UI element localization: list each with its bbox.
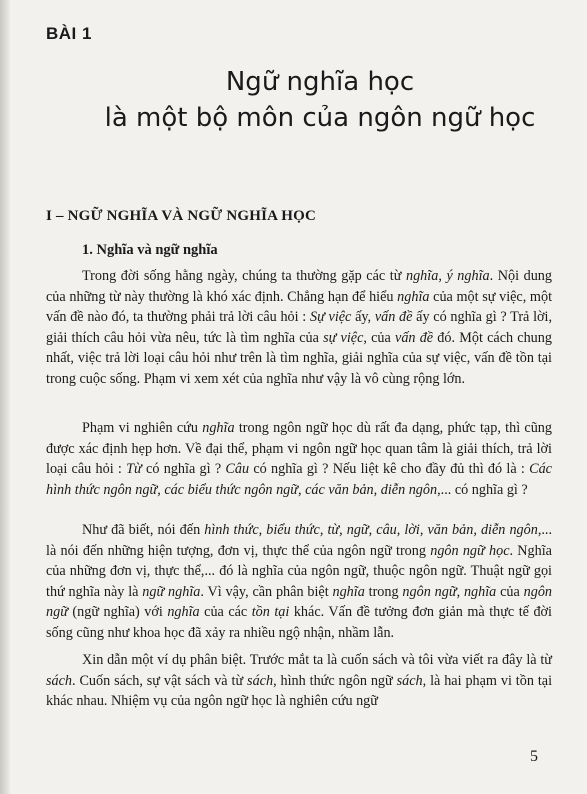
chapter-title (70, 64, 570, 136)
chapter-title-line-1: Ngữ nghĩa học (225, 67, 415, 97)
paragraph-2 (46, 418, 552, 500)
chapter-title-line-2: là một bộ môn của ngôn ngữ học (104, 103, 536, 133)
section-heading: I – NGỮ NGHĨA VÀ NGỮ NGHĨA HỌC (46, 208, 317, 224)
book-spine-shadow (0, 0, 10, 794)
paragraph-3-text: Như đã biết, nói đến hình thức, biểu thức, từ, ngữ, câu, lời, văn bản, diễn ngôn,... là nói đến những hiện tượng, đơn vị, thực thể của ngôn ngữ trong ngôn ngữ học. Nghĩa của những đơn vị, thực thể,... đó là nghĩa của ngôn ngữ, thuộc ngôn ngữ. Thuật ngữ gọi thứ nghĩa này là ngữ nghĩa. Vì vậy, cần phân biệt nghĩa trong ngôn ngữ, nghĩa của ngôn ngữ (ngữ nghĩa) với nghĩa của các tồn tại khác. Vấn đề tưởng đơn giản mà thực tế đời sống cũng như khoa học đã xảy ra nhiều ngộ nhận, nhầm lẫn. (46, 522, 553, 641)
subsection-heading: 1. Nghĩa và ngữ nghĩa (82, 242, 218, 258)
book-page (10, 0, 587, 794)
paragraph-2-text: Phạm vi nghiên cứu nghĩa trong ngôn ngữ học dù rất đa dạng, phức tạp, thì cũng được xác định hẹp hơn. Về đại thể, phạm vi ngôn ngữ học quan tâm là giải thích, trả lời loại câu hỏi : Từ có nghĩa gì ? Câu có nghĩa gì ? Nếu liệt kê cho đầy đủ thì đó là : Các hình thức ngôn ngữ, các biểu thức ngôn ngữ, các văn bản, diễn ngôn,... có nghĩa gì ? (46, 420, 552, 498)
paragraph-1 (46, 266, 552, 389)
paragraph-4 (46, 650, 552, 712)
paragraph-3 (46, 520, 552, 643)
paragraph-1-text: Trong đời sống hằng ngày, chúng ta thường gặp các từ nghĩa, ý nghĩa. Nội dung của những từ này thường là khó xác định. Chẳng hạn để hiểu nghĩa của một sự việc, một vấn đề nào đó, ta thường phải trả lời câu hỏi : Sự việc ấy, vấn đề ấy có nghĩa gì ? Trả lời, giải thích câu hỏi vừa nêu, tức là tìm nghĩa của sự việc, của vấn đề đó. Một cách chung nhất, việc trả lời loại câu hỏi như trên là tìm nghĩa, giải nghĩa của sự việc, vấn đề tồn tại trong cuộc sống. Phạm vi xem xét của nghĩa như vậy là vô cùng rộng lớn. (46, 268, 553, 387)
lesson-label: BÀI 1 (46, 24, 92, 43)
page-number: 5 (530, 748, 538, 765)
paragraph-4-text: Xin dẫn một ví dụ phân biệt. Trước mắt ta là cuốn sách và tôi vừa viết ra đây là từ sách. Cuốn sách, sự vật sách và từ sách, hình thức ngôn ngữ sách, là hai phạm vi tồn tại khác nhau. Nhiệm vụ của ngôn ngữ học là nghiên cứu ngữ (46, 652, 553, 709)
